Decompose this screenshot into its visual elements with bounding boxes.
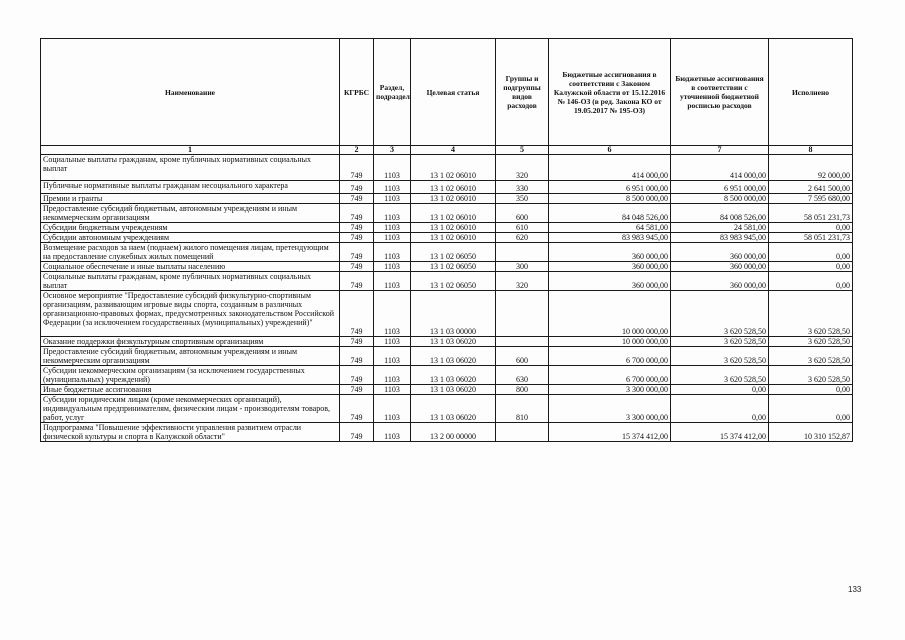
row-executed-cell: 0,00 <box>769 395 853 423</box>
column-number-row <box>41 146 853 155</box>
row-law-cell: 3 300 000,00 <box>549 385 671 395</box>
row-target-cell: 13 1 02 06010 <box>411 223 496 233</box>
header-row <box>41 39 853 146</box>
row-law-cell: 10 000 000,00 <box>549 337 671 347</box>
table-row <box>41 272 853 291</box>
row-executed-cell: 92 000,00 <box>769 155 853 181</box>
row-group-cell <box>496 243 549 262</box>
row-target-cell: 13 1 03 06020 <box>411 385 496 395</box>
table-row <box>41 223 853 233</box>
row-section-cell: 1103 <box>374 347 411 366</box>
page-number: 133 <box>848 585 862 594</box>
row-executed-cell: 0,00 <box>769 385 853 395</box>
budget-table <box>40 38 853 442</box>
row-target-cell: 13 1 03 06020 <box>411 347 496 366</box>
row-section-cell: 1103 <box>374 366 411 385</box>
row-law-cell: 10 000 000,00 <box>549 291 671 337</box>
row-executed-cell: 3 620 528,50 <box>769 337 853 347</box>
row-name-cell: Социальное обеспечение и иные выплаты населению <box>41 262 340 272</box>
row-group-cell: 300 <box>496 262 549 272</box>
row-refined-cell: 84 008 526,00 <box>671 204 769 223</box>
col-number: 2 <box>340 146 374 155</box>
header-refined: Бюджетные ассигнования в соответствии с уточненной бюджетной росписью расходов <box>671 39 769 146</box>
row-section-cell: 1103 <box>374 194 411 204</box>
row-refined-cell: 0,00 <box>671 395 769 423</box>
row-name-cell: Предоставление субсидий бюджетным, автономным учреждениям и иным некоммерческим организациям <box>41 204 340 223</box>
row-name-cell: Субсидии юридическим лицам (кроме некоммерческих организаций), индивидуальным предпринимателям, физическим лицам - производителям товаров, работ, услуг <box>41 395 340 423</box>
row-kgrbs-cell: 749 <box>340 291 374 337</box>
row-law-cell: 15 374 412,00 <box>549 423 671 442</box>
table-row <box>41 194 853 204</box>
table-row <box>41 204 853 223</box>
row-target-cell: 13 1 02 06050 <box>411 262 496 272</box>
row-executed-cell: 3 620 528,50 <box>769 366 853 385</box>
row-refined-cell: 3 620 528,50 <box>671 291 769 337</box>
row-kgrbs-cell: 749 <box>340 155 374 181</box>
table-row <box>41 243 853 262</box>
row-kgrbs-cell: 749 <box>340 262 374 272</box>
row-kgrbs-cell: 749 <box>340 366 374 385</box>
row-group-cell: 630 <box>496 366 549 385</box>
row-law-cell: 3 300 000,00 <box>549 395 671 423</box>
row-kgrbs-cell: 749 <box>340 223 374 233</box>
table-row <box>41 181 853 194</box>
row-law-cell: 64 581,00 <box>549 223 671 233</box>
row-section-cell: 1103 <box>374 395 411 423</box>
table-row <box>41 262 853 272</box>
row-kgrbs-cell: 749 <box>340 423 374 442</box>
header-section: Раздел, подраздел <box>374 39 411 146</box>
col-number: 8 <box>769 146 853 155</box>
row-kgrbs-cell: 749 <box>340 243 374 262</box>
row-section-cell: 1103 <box>374 233 411 243</box>
row-law-cell: 84 048 526,00 <box>549 204 671 223</box>
col-number: 5 <box>496 146 549 155</box>
row-group-cell: 600 <box>496 204 549 223</box>
row-refined-cell: 15 374 412,00 <box>671 423 769 442</box>
row-kgrbs-cell: 749 <box>340 272 374 291</box>
row-name-cell: Возмещение расходов за наем (поднаем) жилого помещения лицам, претендующим на предоставление служебных жилых помещений <box>41 243 340 262</box>
header-groups: Группы и подгруппы видов расходов <box>496 39 549 146</box>
header-executed: Исполнено <box>769 39 853 146</box>
row-refined-cell: 3 620 528,50 <box>671 347 769 366</box>
table-row <box>41 385 853 395</box>
row-name-cell: Основное мероприятие "Предоставление субсидий физкультурно-спортивным организациям, развивающим игровые виды спорта, созданным в различных организационно-правовых формах, предусмотренных законодательством Российской Федерации (за исключением государственных (муниципальных) учреждений)" <box>41 291 340 337</box>
row-law-cell: 360 000,00 <box>549 262 671 272</box>
table-row <box>41 366 853 385</box>
row-group-cell: 600 <box>496 347 549 366</box>
row-executed-cell: 3 620 528,50 <box>769 347 853 366</box>
row-target-cell: 13 1 02 06010 <box>411 155 496 181</box>
row-target-cell: 13 1 03 06020 <box>411 337 496 347</box>
row-group-cell: 620 <box>496 233 549 243</box>
row-target-cell: 13 1 03 06020 <box>411 366 496 385</box>
row-target-cell: 13 1 02 06010 <box>411 181 496 194</box>
row-group-cell <box>496 423 549 442</box>
row-kgrbs-cell: 749 <box>340 395 374 423</box>
row-refined-cell: 3 620 528,50 <box>671 366 769 385</box>
col-number: 3 <box>374 146 411 155</box>
row-name-cell: Предоставление субсидий бюджетным, автономным учреждениям и иным некоммерческим организациям <box>41 347 340 366</box>
row-section-cell: 1103 <box>374 262 411 272</box>
row-executed-cell: 0,00 <box>769 272 853 291</box>
row-target-cell: 13 1 03 00000 <box>411 291 496 337</box>
row-refined-cell: 8 500 000,00 <box>671 194 769 204</box>
row-name-cell: Субсидии бюджетным учреждениям <box>41 223 340 233</box>
row-executed-cell: 58 051 231,73 <box>769 233 853 243</box>
row-section-cell: 1103 <box>374 272 411 291</box>
header-law: Бюджетные ассигнования в соответствии с Законом Калужской области от 15.12.2016 № 146-ОЗ (в ред. Закона КО от 19.05.2017 № 195-ОЗ) <box>549 39 671 146</box>
row-kgrbs-cell: 749 <box>340 233 374 243</box>
row-kgrbs-cell: 749 <box>340 204 374 223</box>
row-name-cell: Подпрограмма "Повышение эффективности управления развитием отрасли физической культуры и спорта в Калужской области" <box>41 423 340 442</box>
row-section-cell: 1103 <box>374 423 411 442</box>
row-refined-cell: 360 000,00 <box>671 243 769 262</box>
table-row <box>41 395 853 423</box>
row-group-cell: 800 <box>496 385 549 395</box>
table-row <box>41 233 853 243</box>
table-row <box>41 347 853 366</box>
row-section-cell: 1103 <box>374 181 411 194</box>
row-law-cell: 6 951 000,00 <box>549 181 671 194</box>
row-refined-cell: 0,00 <box>671 385 769 395</box>
row-refined-cell: 83 983 945,00 <box>671 233 769 243</box>
row-law-cell: 360 000,00 <box>549 272 671 291</box>
row-executed-cell: 0,00 <box>769 243 853 262</box>
row-section-cell: 1103 <box>374 291 411 337</box>
row-law-cell: 414 000,00 <box>549 155 671 181</box>
row-refined-cell: 360 000,00 <box>671 262 769 272</box>
row-section-cell: 1103 <box>374 243 411 262</box>
row-group-cell <box>496 337 549 347</box>
table-body <box>41 155 853 442</box>
row-group-cell: 350 <box>496 194 549 204</box>
row-kgrbs-cell: 749 <box>340 181 374 194</box>
row-refined-cell: 360 000,00 <box>671 272 769 291</box>
row-section-cell: 1103 <box>374 155 411 181</box>
row-name-cell: Премии и гранты <box>41 194 340 204</box>
row-kgrbs-cell: 749 <box>340 385 374 395</box>
row-executed-cell: 2 641 500,00 <box>769 181 853 194</box>
row-name-cell: Социальные выплаты гражданам, кроме публичных нормативных социальных выплат <box>41 272 340 291</box>
row-law-cell: 6 700 000,00 <box>549 347 671 366</box>
row-group-cell: 320 <box>496 272 549 291</box>
row-executed-cell: 0,00 <box>769 223 853 233</box>
table-row <box>41 337 853 347</box>
row-target-cell: 13 1 02 06010 <box>411 233 496 243</box>
row-target-cell: 13 1 02 06010 <box>411 194 496 204</box>
row-executed-cell: 0,00 <box>769 262 853 272</box>
table-row <box>41 155 853 181</box>
row-name-cell: Иные бюджетные ассигнования <box>41 385 340 395</box>
row-target-cell: 13 1 02 06010 <box>411 204 496 223</box>
row-law-cell: 83 983 945,00 <box>549 233 671 243</box>
row-target-cell: 13 1 02 06050 <box>411 272 496 291</box>
row-name-cell: Публичные нормативные выплаты гражданам несоциального характера <box>41 181 340 194</box>
table-row <box>41 291 853 337</box>
row-refined-cell: 6 951 000,00 <box>671 181 769 194</box>
row-target-cell: 13 2 00 00000 <box>411 423 496 442</box>
row-name-cell: Социальные выплаты гражданам, кроме публичных нормативных социальных выплат <box>41 155 340 181</box>
header-name: Наименование <box>41 39 340 146</box>
header-kgrbs: КГРБС <box>340 39 374 146</box>
row-refined-cell: 24 581,00 <box>671 223 769 233</box>
row-refined-cell: 3 620 528,50 <box>671 337 769 347</box>
row-law-cell: 8 500 000,00 <box>549 194 671 204</box>
row-executed-cell: 58 051 231,73 <box>769 204 853 223</box>
row-law-cell: 360 000,00 <box>549 243 671 262</box>
row-kgrbs-cell: 749 <box>340 194 374 204</box>
row-section-cell: 1103 <box>374 204 411 223</box>
row-group-cell: 810 <box>496 395 549 423</box>
row-executed-cell: 7 595 680,00 <box>769 194 853 204</box>
row-name-cell: Субсидии некоммерческим организациям (за исключением государственных (муниципальных) учреждений) <box>41 366 340 385</box>
col-number: 4 <box>411 146 496 155</box>
col-number: 1 <box>41 146 340 155</box>
table-row <box>41 423 853 442</box>
row-group-cell: 330 <box>496 181 549 194</box>
row-target-cell: 13 1 03 06020 <box>411 395 496 423</box>
row-section-cell: 1103 <box>374 385 411 395</box>
col-number: 7 <box>671 146 769 155</box>
row-section-cell: 1103 <box>374 337 411 347</box>
row-executed-cell: 10 310 152,87 <box>769 423 853 442</box>
row-target-cell: 13 1 02 06050 <box>411 243 496 262</box>
row-executed-cell: 3 620 528,50 <box>769 291 853 337</box>
row-kgrbs-cell: 749 <box>340 347 374 366</box>
row-law-cell: 6 700 000,00 <box>549 366 671 385</box>
header-target: Целевая статья <box>411 39 496 146</box>
row-group-cell: 320 <box>496 155 549 181</box>
row-name-cell: Субсидии автономным учреждениям <box>41 233 340 243</box>
row-group-cell: 610 <box>496 223 549 233</box>
row-section-cell: 1103 <box>374 223 411 233</box>
row-name-cell: Оказание поддержки физкультурным спортивным организациям <box>41 337 340 347</box>
row-refined-cell: 414 000,00 <box>671 155 769 181</box>
row-kgrbs-cell: 749 <box>340 337 374 347</box>
row-group-cell <box>496 291 549 337</box>
col-number: 6 <box>549 146 671 155</box>
